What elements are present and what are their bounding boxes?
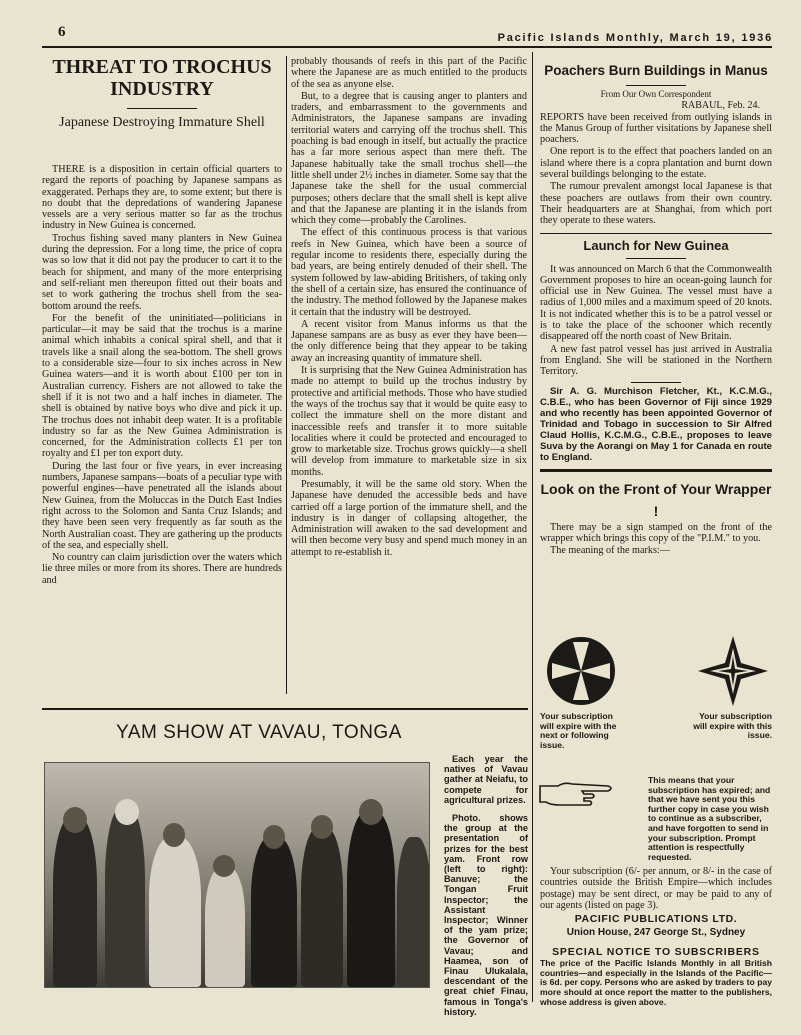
- trochus-para: A recent visitor from Manus informs us that the Japanese sampans are as busy as ever they have been—the only difference being that they appear to be taking away an increasing quantity of immature shell.: [291, 318, 527, 364]
- mark1-caption: Your subscription will expire with the next or following issue.: [540, 711, 617, 750]
- trochus-para: THERE is a disposition in certain official quarters to regard the reports of poaching by Japanese sampans as exaggerated. Perhaps they are, to some extent; but there is no doubt that the depredations of wandering Japanese vessels are a very serious matter so far as the trochus industry in New Guinea is concerned.: [42, 164, 282, 232]
- poachers-para: REPORTS have been received from outlying islands in the Manus Group of further visitations by Japanese shell poachers.: [540, 111, 772, 146]
- trochus-para: probably thousands of reefs in this part of the Pacific where the Japanese are as much entitled to the products of the sea as anyone else.: [291, 56, 527, 90]
- right-column: [540, 56, 772, 556]
- trochus-headline: THREAT TO TROCHUS INDUSTRY: [52, 56, 272, 100]
- yam-caption-intro: Each year the natives of Vavau gather at Neiafu, to compete for agricultural prizes.: [444, 754, 528, 805]
- section-rule-heavy: [540, 469, 772, 472]
- section-rule-heavy: [42, 708, 528, 710]
- trochus-para: It is surprising that the New Guinea Administration has made no attempt to build up the trochus industry by protective and artificial methods. Those who have studied the ways of the trochus say that it would be quite easy to collect the immature shell on the more distant and inaccessible reefs and transfer it to more suitable localities where it could be protected and encouraged to grow to marketable size. Trochus grows quickly—a shell will develop from immature to marketable size in six months.: [291, 365, 527, 478]
- poachers-byline: From Our Own Correspondent: [600, 89, 712, 99]
- wrapper-para: There may be a sign stamped on the front of the wrapper which brings this copy of the "P.I.M." to you.: [540, 521, 772, 544]
- special-notice-text: The price of the Pacific Islands Monthly in all British countries—and especially in the Islands of the Pacific—is 6d. per copy. Persons who are asked by traders to pay more should at once report the matter to the publishers, whose address is given above.: [540, 958, 772, 1007]
- special-notice-headline: SPECIAL NOTICE TO SUBSCRIBERS: [552, 946, 760, 959]
- rates-text: Your subscription (6/- per annum, or 8/- in the case of countries outside the British Empire—which includes postage) may be sent direct, or may be paid to any of our agents (listed on page 3).: [540, 866, 772, 911]
- publisher-name: PACIFIC PUBLICATIONS LTD.: [574, 913, 738, 926]
- trochus-column-2: [291, 56, 527, 558]
- trochus-divider: [127, 108, 197, 109]
- section-rule: [540, 233, 772, 234]
- trochus-headline-block: [42, 56, 282, 131]
- header-rule: [42, 46, 772, 48]
- hand-note: This means that your subscription has expired; and that we have sent you this further copy in case you wish to continue as a subscriber, and have forgotten to send in your subscription. Prompt attention is respectfully requested.: [648, 775, 771, 862]
- yam-caption: [444, 754, 528, 1017]
- poachers-para: The rumour prevalent amongst local Japanese is that these poachers are outlaws from their own country. Their headquarters are at Shanghai, from which port they operate to these waters.: [540, 181, 772, 227]
- yam-headline: YAM SHOW AT VAVAU, TONGA: [116, 722, 402, 743]
- rates-block: [540, 866, 772, 1007]
- poachers-headline: Poachers Burn Buildings in Manus: [544, 63, 768, 78]
- trochus-subhead: Japanese Destroying Immature Shell: [59, 115, 265, 130]
- wrapper-para: The meaning of the marks:—: [550, 545, 670, 557]
- launch-headline: Launch for New Guinea: [583, 237, 729, 253]
- fletcher-note: Sir A. G. Murchison Fletcher, Kt., K.C.M.G., C.B.E., who has been Governor of Fiji since 1929 and who recently has been appointed Governor of Trinidad and Tobago in succession to Sir Alfred Claud Hollis, K.C.M.G., C.B.E., proposes to leave Suva by the Aorangi on May 1 for Canada en route to England.: [540, 385, 772, 463]
- trochus-para: The effect of this continuous process is that various reefs in New Guinea, which have been a source of regular income to residents there, especially during the bad years, are being entirely denuded of their shell. The system followed by law-abiding Britishers, of taking only the shell of a certain size, has ensured the continuance of the industry. The method followed by the Japanese makes it certain that the industry will be destroyed.: [291, 227, 527, 318]
- trochus-para: For the benefit of the uninitiated—politicians in particular—it may be said that the trochus is a marine animal which inhabits a conical spiral shell, and that it travels like a snail along the sea-bottom. The shell grows to a considerable size—four to six inches across in New Guinea waters—and it is worth about £100 per ton in Australian currency. Fishers are not allowed to take the shell if it is not two and a half inches in diameter. The shell is obtained by native boys who dive and pick it up. The trochus does not inhabit deep water. It is a profitable industry so far as the New Guinea Administration is concerned, for the Administration collects £1 per ton royalty and £1 per ton export duty.: [42, 312, 282, 460]
- launch-divider: [626, 258, 686, 259]
- launch-para: It was announced on March 6 that the Commonwealth Government proposes to hire an ocean-going launch for official use in New Guinea. The vessel must have a radius of 1,000 miles and a maximum speed of 20 knots. It is not indicated whether this is to be a patrol vessel or is to take the place of the schooner which recently disappeared off the north coast of New Britain.: [540, 263, 772, 343]
- wrapper-headline: Look on the Front of Your Wrapper !: [540, 480, 772, 519]
- column-divider: [286, 56, 287, 694]
- star-mark-icon: [696, 634, 770, 708]
- poachers-dateline: RABAUL, Feb. 24.: [681, 100, 760, 112]
- mark2-caption: Your subscription will expire with this issue.: [693, 711, 772, 741]
- trochus-para: During the last four or five years, in ever increasing numbers, Japanese sampans—boats of a peculiar type with powerful engines—have penetrated all the islands about New Guinea, from the Moluccas in the Dutch East Indies right across to the Solomon and Santa Cruz Islands; and they have been seen very frequently as far south as the North Australian coast. They are gathering up the products of the sea, and especially shell.: [42, 460, 282, 551]
- cross-mark-icon: [546, 636, 616, 706]
- trochus-para: Trochus fishing saved many planters in New Guinea during the depression. For a long time, the price of copra was so low that it did not pay the producer to cart it to the beach for shipment, and many of the more enterprising and self-reliant men thereupon fitted out their boats and set to work gathering the trochus shell from the sea-bottom around the reefs.: [42, 232, 282, 312]
- poachers-divider: [626, 85, 686, 86]
- trochus-column-1: [42, 164, 282, 586]
- launch-divider: [631, 382, 681, 383]
- pointing-hand-icon: [538, 776, 618, 810]
- yam-caption-detail: Photo. shows the group at the presentation of prizes for the best yam. Front row (left to right): Banuve; the Tongan Fruit Inspector; the Assistant Inspector; Winner of the yam prize; the Governor of Vavau; and Haamea, son of Finau Ulukalala, descendant of the great chief Finau, famous in Tonga's history.: [444, 813, 528, 1017]
- publication-title: Pacific Islands Monthly, March 19, 1936: [497, 32, 773, 44]
- page-number: 6: [58, 24, 66, 40]
- publisher-address: Union House, 247 George St., Sydney: [566, 927, 746, 939]
- trochus-para: But, to a degree that is causing anger to planters and traders, and embarrassment to the governments and Administrators, the Japanese sampans are invading territorial waters and carrying off the trochus shell. This poaching is bad enough in itself, but actually the practice has a far more serious aspect than mere theft. The Japanese habitually take the small trochus shell—the little shell under 2½ inches in diameter. Some say that the Japanese take the shell for the usual commercial purposes; others declare that the small shell is kept alive and that the Japanese are planting it in the islands from which they come—probably the Carolines.: [291, 90, 527, 227]
- trochus-para: No country can claim jurisdiction over the waters which lie three miles or more from its shores. There are hundreds and: [42, 552, 282, 586]
- launch-para: A new fast patrol vessel has just arrived in Australia from England. She will be stationed in the Northern Territory.: [540, 343, 772, 378]
- trochus-para: Presumably, it will be the same old story. When the Japanese have denuded the accessible beds and have carried off a large portion of the immature shell, and the industry is in danger of collapsing altogether, the Administration will awaken to the sad development and will then become very busy and spend much money in an attempt to re-establish it.: [291, 478, 527, 558]
- poachers-para: One report is to the effect that poachers landed on an island where there is a copra plantation and burnt down several buildings belonging to the estate.: [540, 146, 772, 181]
- yam-show-photo: [44, 762, 430, 988]
- column-divider: [532, 52, 533, 1002]
